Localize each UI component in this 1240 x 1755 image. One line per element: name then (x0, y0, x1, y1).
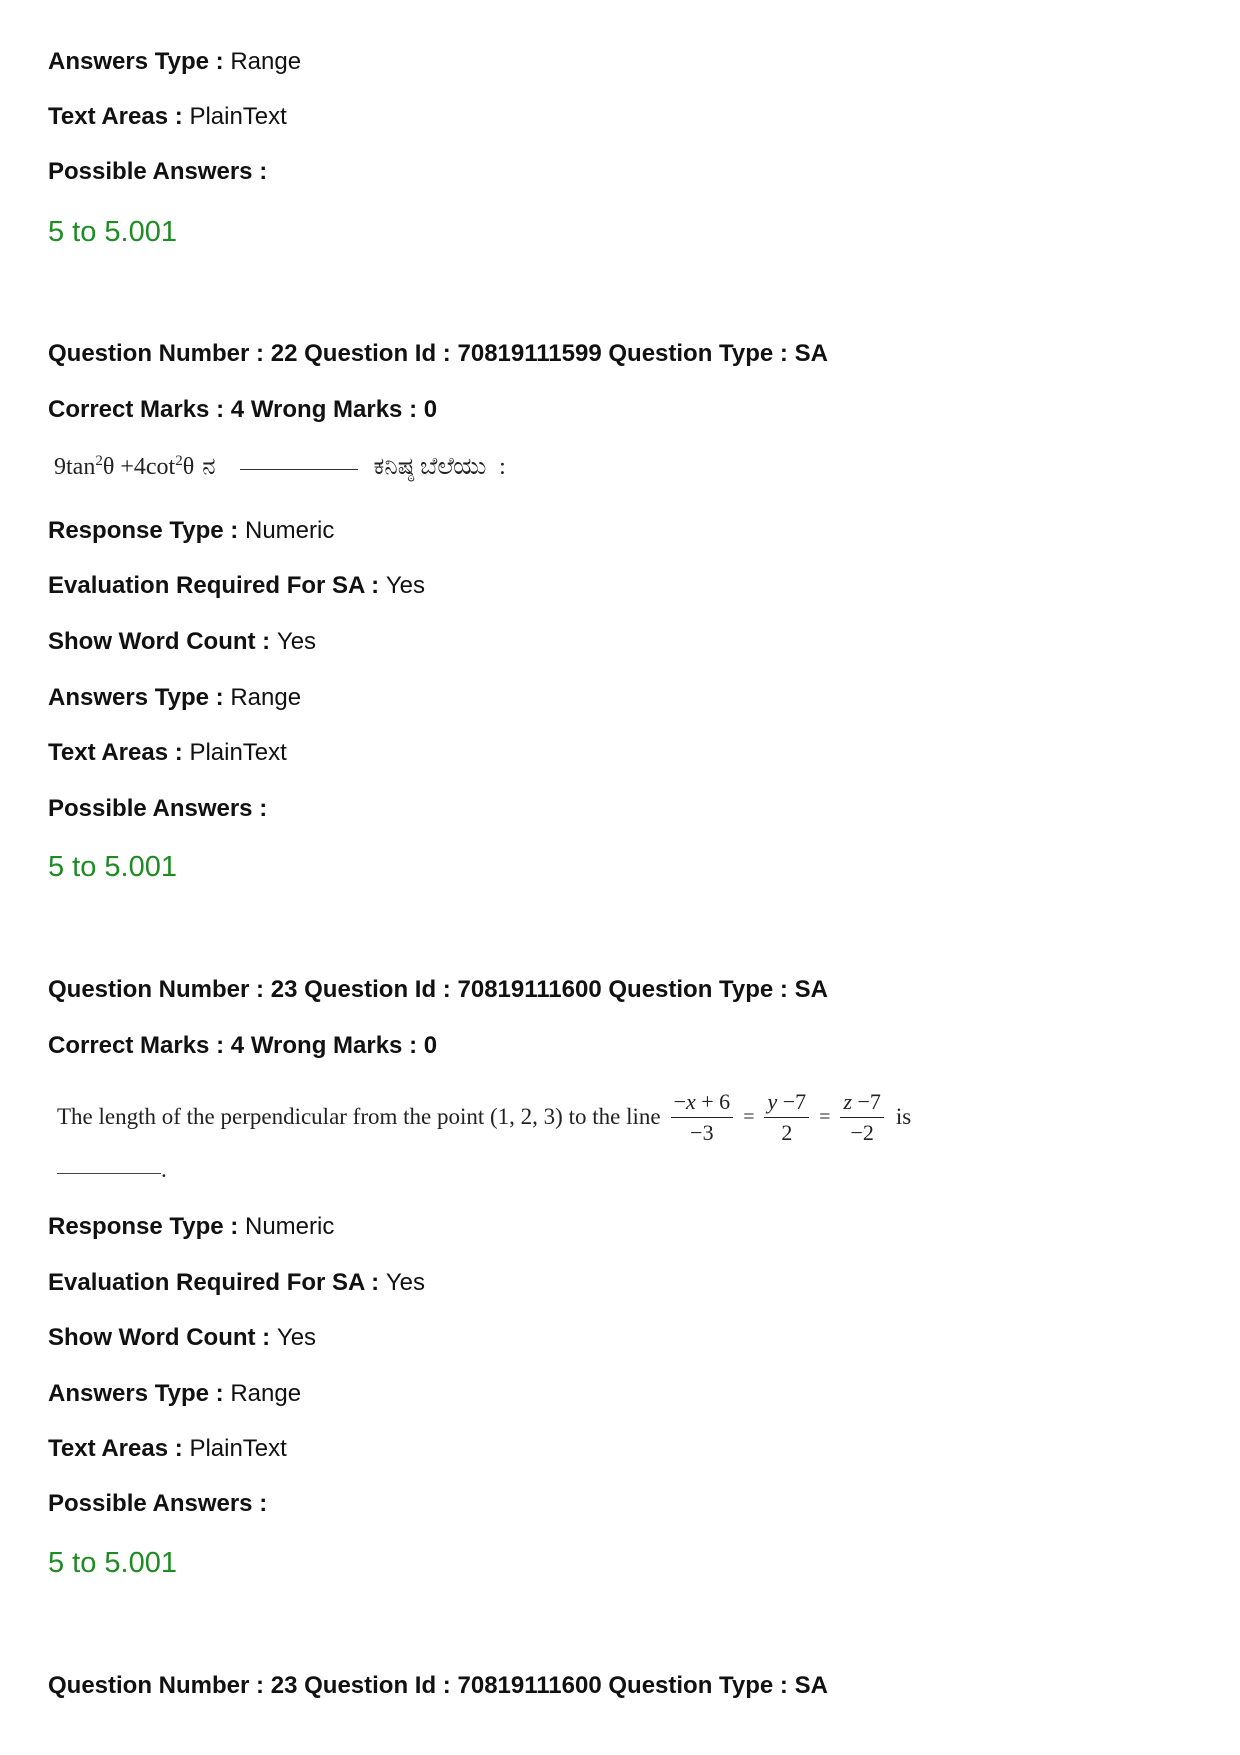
question-id-value: 70819111599 (457, 340, 602, 367)
evaluation-required-row (48, 1268, 425, 1298)
wrong-marks-label: Wrong Marks : (250, 396, 418, 423)
question-id-label: Question Id : (304, 340, 451, 367)
question-id-label: Question Id : (304, 976, 451, 1003)
question-number-label: Question Number : (48, 1672, 265, 1699)
fraction (764, 1089, 809, 1146)
answers-type-value: Range (230, 48, 302, 75)
fraction (671, 1089, 734, 1146)
response-type-label: Response Type : (48, 517, 239, 544)
fraction-denominator: 2 (781, 1119, 793, 1145)
text-areas-label: Text Areas : (48, 103, 183, 130)
question-stem (57, 1081, 911, 1153)
stem-term: θ (182, 454, 195, 480)
possible-answer-value: 5 to 5.001 (48, 851, 177, 883)
stem-exponent: 2 (95, 453, 103, 469)
correct-marks-value: 4 (230, 1032, 245, 1059)
response-type-label: Response Type : (48, 1213, 239, 1240)
question-number-label: Question Number : (48, 340, 265, 367)
answers-type-label: Answers Type : (48, 48, 224, 75)
text-areas-row (48, 738, 287, 768)
question-header (48, 975, 828, 1005)
text-areas-row (48, 102, 287, 132)
numerator-variable: x (686, 1088, 696, 1114)
correct-marks-label: Correct Marks : (48, 396, 225, 423)
question-type-label: Question Type : (608, 976, 788, 1003)
answer-blank (240, 468, 358, 470)
show-word-count-value: Yes (276, 1324, 317, 1351)
correct-marks-value: 4 (230, 396, 245, 423)
possible-answer-value: 5 to 5.001 (48, 1547, 177, 1579)
equals-sign: = (743, 1106, 755, 1128)
stem-tail: is (895, 1104, 912, 1129)
response-type-row (48, 1212, 334, 1242)
answers-type-row (48, 683, 301, 713)
numerator-rest: −7 (777, 1088, 807, 1114)
fraction-numerator (671, 1089, 734, 1118)
evaluation-required-value: Yes (385, 572, 426, 599)
response-type-value: Numeric (244, 1213, 335, 1240)
answers-type-row (48, 47, 301, 77)
possible-answers-row (48, 157, 267, 187)
wrong-marks-value: 0 (423, 396, 438, 423)
question-id-value: 70819111600 (457, 976, 602, 1003)
marks-row (48, 1031, 437, 1061)
possible-answers-label: Possible Answers : (48, 795, 268, 822)
numerator-variable: y (767, 1088, 778, 1114)
question-header (48, 1671, 828, 1701)
fraction (840, 1089, 883, 1146)
stem-period: . (161, 1157, 167, 1182)
show-word-count-label: Show Word Count : (48, 628, 271, 655)
evaluation-required-value: Yes (385, 1269, 426, 1296)
evaluation-required-label: Evaluation Required For SA : (48, 572, 380, 599)
show-word-count-label: Show Word Count : (48, 1324, 271, 1351)
wrong-marks-label: Wrong Marks : (250, 1032, 418, 1059)
stem-term: θ +4cot (102, 454, 176, 480)
answers-type-row (48, 1379, 301, 1409)
possible-answers-row (48, 1489, 267, 1519)
numerator-sign: − (673, 1088, 686, 1114)
text-areas-value: PlainText (189, 1435, 287, 1462)
equals-sign: = (819, 1106, 831, 1128)
fraction-denominator: −3 (690, 1119, 714, 1145)
answer-blank (57, 1172, 161, 1174)
text-areas-value: PlainText (189, 739, 287, 766)
question-type-value: SA (794, 976, 828, 1003)
fraction-denominator: −2 (850, 1119, 874, 1145)
numerator-rest: −7 (852, 1088, 881, 1114)
evaluation-required-row (48, 571, 425, 601)
possible-answer-value: 5 to 5.001 (48, 216, 177, 248)
numerator-rest: + 6 (695, 1088, 731, 1114)
answers-type-value: Range (230, 684, 302, 711)
answers-type-label: Answers Type : (48, 1380, 224, 1407)
question-id-label: Question Id : (304, 1672, 451, 1699)
evaluation-required-label: Evaluation Required For SA : (48, 1269, 380, 1296)
stem-phrase: ಕನಿಷ್ಠ ಬೆಲೆಯು (373, 454, 487, 480)
stem-particle: ನ (202, 454, 216, 480)
question-type-label: Question Type : (608, 340, 788, 367)
answers-type-label: Answers Type : (48, 684, 224, 711)
question-number-value: 22 (270, 340, 298, 367)
question-id-value: 70819111600 (457, 1672, 602, 1699)
show-word-count-row (48, 627, 316, 657)
question-stem (54, 449, 506, 485)
question-number-label: Question Number : (48, 976, 265, 1003)
response-type-value: Numeric (244, 517, 335, 544)
possible-answers-label: Possible Answers : (48, 1490, 268, 1517)
fraction-numerator (764, 1089, 809, 1118)
question-number-value: 23 (270, 1672, 298, 1699)
stem-term: 9tan (54, 454, 96, 480)
text-areas-label: Text Areas : (48, 1435, 183, 1462)
answers-type-value: Range (230, 1380, 302, 1407)
stem-expression (54, 454, 194, 480)
stem-exponent: 2 (175, 453, 183, 469)
text-areas-value: PlainText (189, 103, 287, 130)
show-word-count-value: Yes (276, 628, 317, 655)
question-type-value: SA (794, 1672, 828, 1699)
correct-marks-label: Correct Marks : (48, 1032, 225, 1059)
text-areas-label: Text Areas : (48, 739, 183, 766)
response-type-row (48, 516, 334, 546)
stem-blank-line (57, 1158, 167, 1182)
marks-row (48, 395, 437, 425)
text-areas-row (48, 1434, 287, 1464)
question-header (48, 339, 828, 369)
possible-answers-label: Possible Answers : (48, 158, 268, 185)
numerator-variable: z (843, 1088, 852, 1114)
possible-answers-row (48, 794, 267, 824)
fraction-numerator (840, 1089, 883, 1118)
stem-text: The length of the perpendicular from the point (1, 2, 3) to the line (57, 1104, 661, 1129)
question-type-value: SA (794, 340, 828, 367)
question-number-value: 23 (270, 976, 298, 1003)
show-word-count-row (48, 1323, 316, 1353)
stem-colon: : (499, 454, 506, 480)
wrong-marks-value: 0 (423, 1032, 438, 1059)
question-type-label: Question Type : (608, 1672, 788, 1699)
